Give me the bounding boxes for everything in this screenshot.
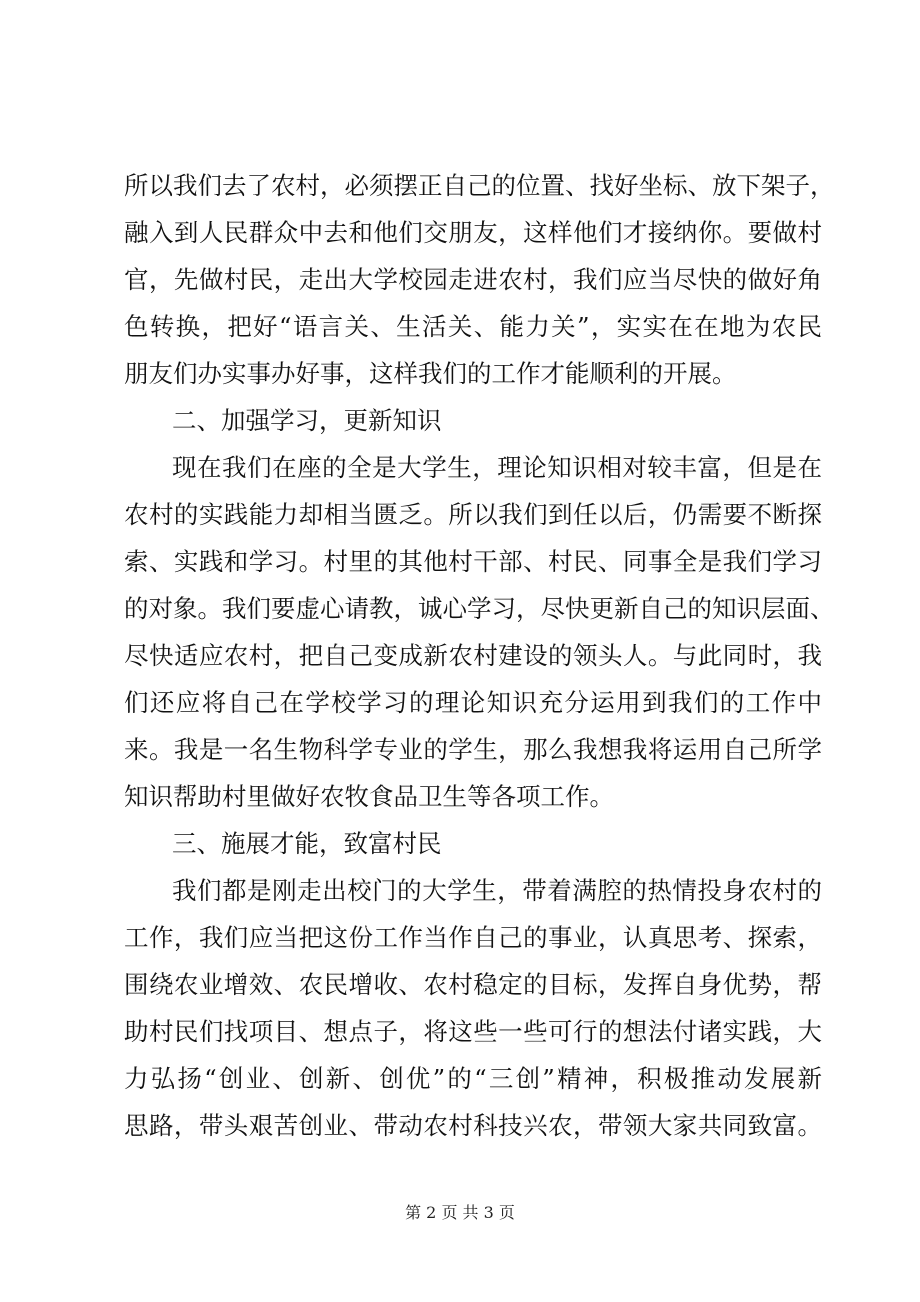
body-line: 们还应将自己在学校学习的理论知识充分运用到我们的工作中 bbox=[124, 688, 822, 717]
body-line: 官，先做村民，走出大学校园走进农村，我们应当尽快的做好角 bbox=[124, 265, 822, 294]
section-heading: 二、加强学习，更新知识 bbox=[172, 406, 442, 435]
body-line: 索、实践和学习。村里的其他村干部、村民、同事全是我们学习 bbox=[124, 547, 822, 576]
page-footer: 第 2 页 共 3 页 bbox=[405, 1203, 515, 1222]
body-line: 知识帮助村里做好农牧食品卫生等各项工作。 bbox=[124, 782, 614, 811]
body-line: 所以我们去了农村，必须摆正自己的位置、找好坐标、放下架子， bbox=[124, 171, 835, 200]
body-line: 力弘扬“创业、创新、创优”的“三创”精神，积极推动发展新 bbox=[124, 1064, 822, 1093]
body-line: 工作，我们应当把这份工作当作自己的事业，认真思考、探索， bbox=[124, 923, 822, 952]
body-line: 融入到人民群众中去和他们交朋友，这样他们才接纳你。要做村 bbox=[124, 218, 822, 247]
body-line: 色转换，把好“语言关、生活关、能力关”，实实在在地为农民 bbox=[124, 312, 822, 341]
body-line: 农村的实践能力却相当匮乏。所以我们到任以后，仍需要不断探 bbox=[124, 500, 822, 529]
body-line: 朋友们办实事办好事，这样我们的工作才能顺利的开展。 bbox=[124, 359, 737, 388]
body-line: 的对象。我们要虚心请教，诚心学习，尽快更新自己的知识层面、 bbox=[124, 594, 835, 623]
body-line: 我们都是刚走出校门的大学生，带着满腔的热情投身农村的 bbox=[172, 876, 822, 905]
body-line: 围绕农业增效、农民增收、农村稳定的目标，发挥自身优势，帮 bbox=[124, 970, 822, 999]
section-heading: 三、施展才能，致富村民 bbox=[172, 829, 442, 858]
body-line: 思路，带头艰苦创业、带动农村科技兴农，带领大家共同致富。 bbox=[124, 1111, 822, 1140]
body-line: 现在我们在座的全是大学生，理论知识相对较丰富，但是在 bbox=[172, 453, 822, 482]
body-line: 来。我是一名生物科学专业的学生，那么我想我将运用自己所学 bbox=[124, 735, 822, 764]
body-line: 尽快适应农村，把自己变成新农村建设的领头人。与此同时，我 bbox=[124, 641, 822, 670]
body-line: 助村民们找项目、想点子，将这些一些可行的想法付诸实践，大 bbox=[124, 1017, 822, 1046]
